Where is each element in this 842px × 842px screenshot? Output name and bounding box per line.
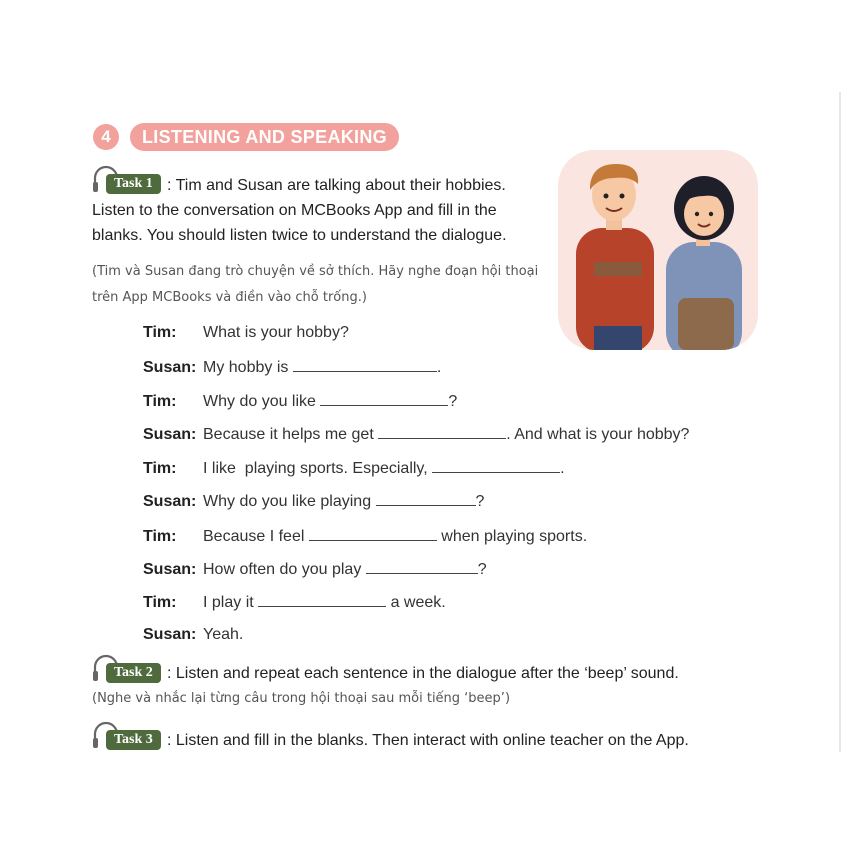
task1-instruction-line1: : Tim and Susan are talking about their hobbies. xyxy=(167,177,506,194)
answer-blank[interactable] xyxy=(320,390,448,406)
dialogue-text: How often do you play xyxy=(203,561,366,578)
task1-instruction-line2: Listen to the conversation on MCBooks App and fill in the xyxy=(92,202,497,219)
speaker-label: Susan: xyxy=(143,426,197,443)
task3-badge: Task 3 xyxy=(106,730,161,750)
answer-blank[interactable] xyxy=(258,591,386,607)
dialogue-line-3 xyxy=(143,390,457,412)
answer-blank[interactable] xyxy=(378,423,506,439)
dialogue-text: What is your hobby? xyxy=(203,324,349,341)
dialogue-text: Why do you like xyxy=(203,393,321,410)
tim-and-susan-illustration xyxy=(558,150,758,350)
task2-translation: (Nghe và nhắc lại từng câu trong hội thoại sau mỗi tiếng ‘beep’) xyxy=(92,691,511,706)
dialogue-line-7 xyxy=(143,525,587,547)
dialogue-line-10 xyxy=(143,624,243,646)
answer-blank[interactable] xyxy=(432,457,560,473)
dialogue-text: Why do you like playing xyxy=(203,493,376,510)
dialogue-text-end: . xyxy=(436,359,442,376)
dialogue-text-end: a week. xyxy=(386,594,446,611)
speaker-label: Tim: xyxy=(143,324,177,341)
task1-badge: Task 1 xyxy=(106,174,161,194)
dialogue-line-1 xyxy=(143,322,349,344)
dialogue-line-4 xyxy=(143,423,689,445)
speaker-label: Susan: xyxy=(143,359,197,376)
dialogue-text: I play it xyxy=(203,594,259,611)
dialogue-text-end: when playing sports. xyxy=(436,528,588,545)
task1-instruction-line3: blanks. You should listen twice to understand the dialogue. xyxy=(92,227,507,244)
dialogue-line-2 xyxy=(143,356,441,378)
answer-blank[interactable] xyxy=(366,558,478,574)
dialogue-text-end: ? xyxy=(475,493,485,510)
dialogue-text-end: ? xyxy=(477,561,487,578)
dialogue-line-5 xyxy=(143,457,565,479)
dialogue-line-8 xyxy=(143,558,487,580)
speaker-label: Tim: xyxy=(143,594,177,611)
answer-blank[interactable] xyxy=(309,525,437,541)
dialogue-text: Yeah. xyxy=(203,626,244,643)
speaker-label: Susan: xyxy=(143,493,197,510)
page-edge-divider xyxy=(839,92,841,752)
speaker-label: Tim: xyxy=(143,393,177,410)
task1-translation-line2: trên App MCBooks và điền vào chỗ trống.) xyxy=(92,290,367,305)
task2-instruction: : Listen and repeat each sentence in the dialogue after the ‘beep’ sound. xyxy=(167,665,679,682)
section-title: LISTENING AND SPEAKING xyxy=(130,123,399,151)
speaker-label: Susan: xyxy=(143,561,197,578)
dialogue-line-9 xyxy=(143,591,446,613)
dialogue-text-end: . And what is your hobby? xyxy=(506,426,690,443)
section-number-badge: 4 xyxy=(93,124,119,150)
task2-badge: Task 2 xyxy=(106,663,161,683)
task1-translation-line1: (Tim và Susan đang trò chuyện về sở thích. Hãy nghe đoạn hội thoại xyxy=(92,264,539,279)
dialogue-line-6 xyxy=(143,490,484,512)
dialogue-text: I like playing sports. Especially, xyxy=(203,460,433,477)
dialogue-text: My hobby is xyxy=(203,359,293,376)
answer-blank[interactable] xyxy=(293,356,437,372)
speaker-label: Tim: xyxy=(143,460,177,477)
speaker-label: Tim: xyxy=(143,528,177,545)
speaker-label: Susan: xyxy=(143,626,197,643)
task3-instruction: : Listen and fill in the blanks. Then interact with online teacher on the App. xyxy=(167,732,689,749)
dialogue-text-end: ? xyxy=(448,393,458,410)
dialogue-text: Because it helps me get xyxy=(203,426,379,443)
dialogue-text-end: . xyxy=(560,460,565,477)
answer-blank[interactable] xyxy=(376,490,476,506)
dialogue-text: Because I feel xyxy=(203,528,309,545)
